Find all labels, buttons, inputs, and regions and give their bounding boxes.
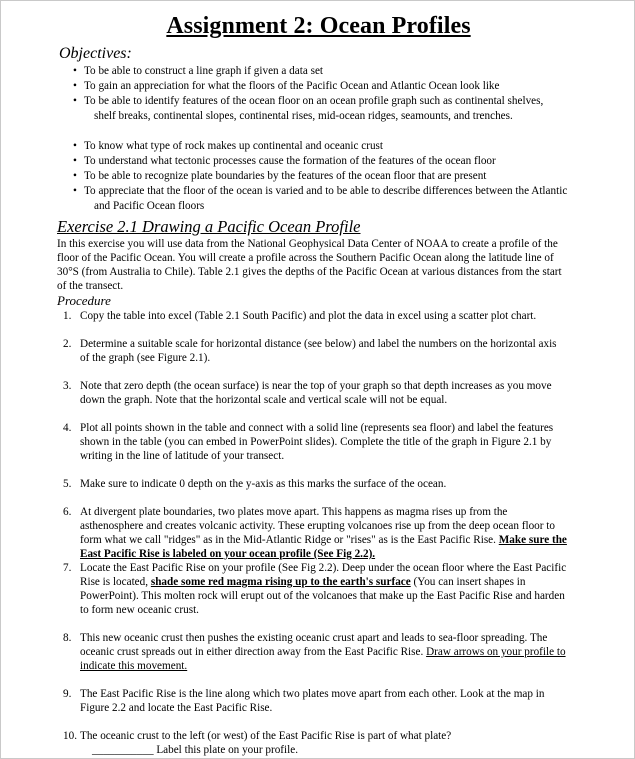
procedure-step-7: 7. Locate the East Pacific Rise on your profile (See Fig 2.2). Deep under the ocean floor where the East Pacific Rise is located, shade some red magma rising up to the earth's surface (You can insert shapes in PowerPoint). This molten rock will erupt out of the volcanoes that make up the East Pacific Rise and harden to form new oceanic crust. — [63, 562, 567, 616]
list-item: • To be able to recognize plate boundaries by the features of the ocean floor that are present — [73, 170, 487, 182]
bullet-icon: • — [73, 65, 77, 77]
procedure-step-10: 10. The oceanic crust to the left (or west) of the East Pacific Rise is part of what plate? ___________ Label this plate on your profile. — [63, 730, 452, 756]
intro-paragraph: In this exercise you will use data from the National Geophysical Data Center of NOAA to create a profile of the floor of the Pacific Ocean. You will create a profile across the Southern Pacific Ocean along the latitude line of 30°S (from Australia to Chile). Table 2.1 gives the depths of the Pacific Ocean at various distances from the start of the transect. — [57, 238, 562, 292]
emphasis-text: shade some red magma rising up to the earth's surface — [150, 576, 411, 588]
bullet-icon: • — [73, 95, 77, 107]
bullet-icon: • — [73, 140, 77, 152]
procedure-step-1: 1. Copy the table into excel (Table 2.1 South Pacific) and plot the data in excel using a scatter plot chart. — [63, 310, 537, 322]
list-item: • To gain an appreciation for what the floors of the Pacific Ocean and Atlantic Ocean look like — [73, 80, 500, 92]
objectives-heading: Objectives: — [59, 45, 132, 62]
procedure-step-9: 9. The East Pacific Rise is the line along which two plates move apart from each other. Look at the map in Figure 2.2 and locate the East Pacific Rise. — [63, 688, 545, 714]
procedure-step-8: 8. This new oceanic crust then pushes the existing oceanic crust apart and leads to sea-floor spreading. The oceanic crust spreads out in either direction away from the East Pacific Rise. Draw arrows on your profile to indicate this movement. — [63, 632, 566, 672]
list-item: • To understand what tectonic processes cause the formation of the features of the ocean floor — [73, 155, 496, 167]
procedure-heading: Procedure — [57, 293, 111, 308]
page-title: Assignment 2: Ocean Profiles — [166, 13, 471, 39]
bullet-icon: • — [73, 185, 77, 197]
bullet-icon: • — [73, 155, 77, 167]
procedure-step-6: 6. At divergent plate boundaries, two plates move apart. This happens as magma rises up from the asthenosphere and creates volcanic activity. These erupting volcanoes rise up from the deep ocean floor to form what we call "ridges" as in the Mid-Atlantic Ridge or "rises" as is the East Pacific Rise. Make sure the East Pacific Rise is labeled on your ocean profile (See Fig 2.2). — [63, 506, 567, 560]
list-item: • To be able to identify features of the ocean floor on an ocean profile graph such as continental shelves, shelf breaks, continental slopes, continental rises, mid-ocean ridges, seamounts, and trenches. — [73, 95, 544, 122]
objectives-list — [73, 64, 573, 214]
list-item: • To know what type of rock makes up continental and oceanic crust — [73, 140, 384, 152]
procedure-step-2: 2. Determine a suitable scale for horizontal distance (see below) and label the numbers on the horizontal axis of the graph (see Figure 2.1). — [63, 338, 557, 364]
exercise-heading: Exercise 2.1 Drawing a Pacific Ocean Profile — [57, 217, 361, 236]
list-item: • To appreciate that the floor of the ocean is varied and to be able to describe differences between the Atlantic and Pacific Ocean floors — [73, 185, 568, 212]
bullet-icon: • — [73, 170, 77, 182]
answer-blank[interactable]: ___________ — [92, 744, 154, 756]
list-item: • To be able to construct a line graph if given a data set — [73, 65, 324, 77]
emphasis-text: Make sure the East Pacific Rise is labeled on your ocean profile (See Fig 2.2). — [80, 534, 567, 560]
bullet-icon: • — [73, 80, 77, 92]
procedure-step-5: 5. Make sure to indicate 0 depth on the y-axis as this marks the surface of the ocean. — [63, 478, 447, 490]
procedure-step-4: 4. Plot all points shown in the table and connect with a solid line (represents sea floor) and label the features shown in the table (you can embed in PowerPoint slides). Complete the title of the graph in Figure 2.1 by writing in the line of latitude of your transect. — [63, 422, 554, 462]
procedure-step-3: 3. Note that zero depth (the ocean surface) is near the top of your graph so that depth increases as you move down the graph. Note that the horizontal scale and vertical scale will not be equal. — [63, 380, 552, 406]
underlined-text: Draw arrows on your profile to indicate this movement. — [80, 646, 566, 672]
